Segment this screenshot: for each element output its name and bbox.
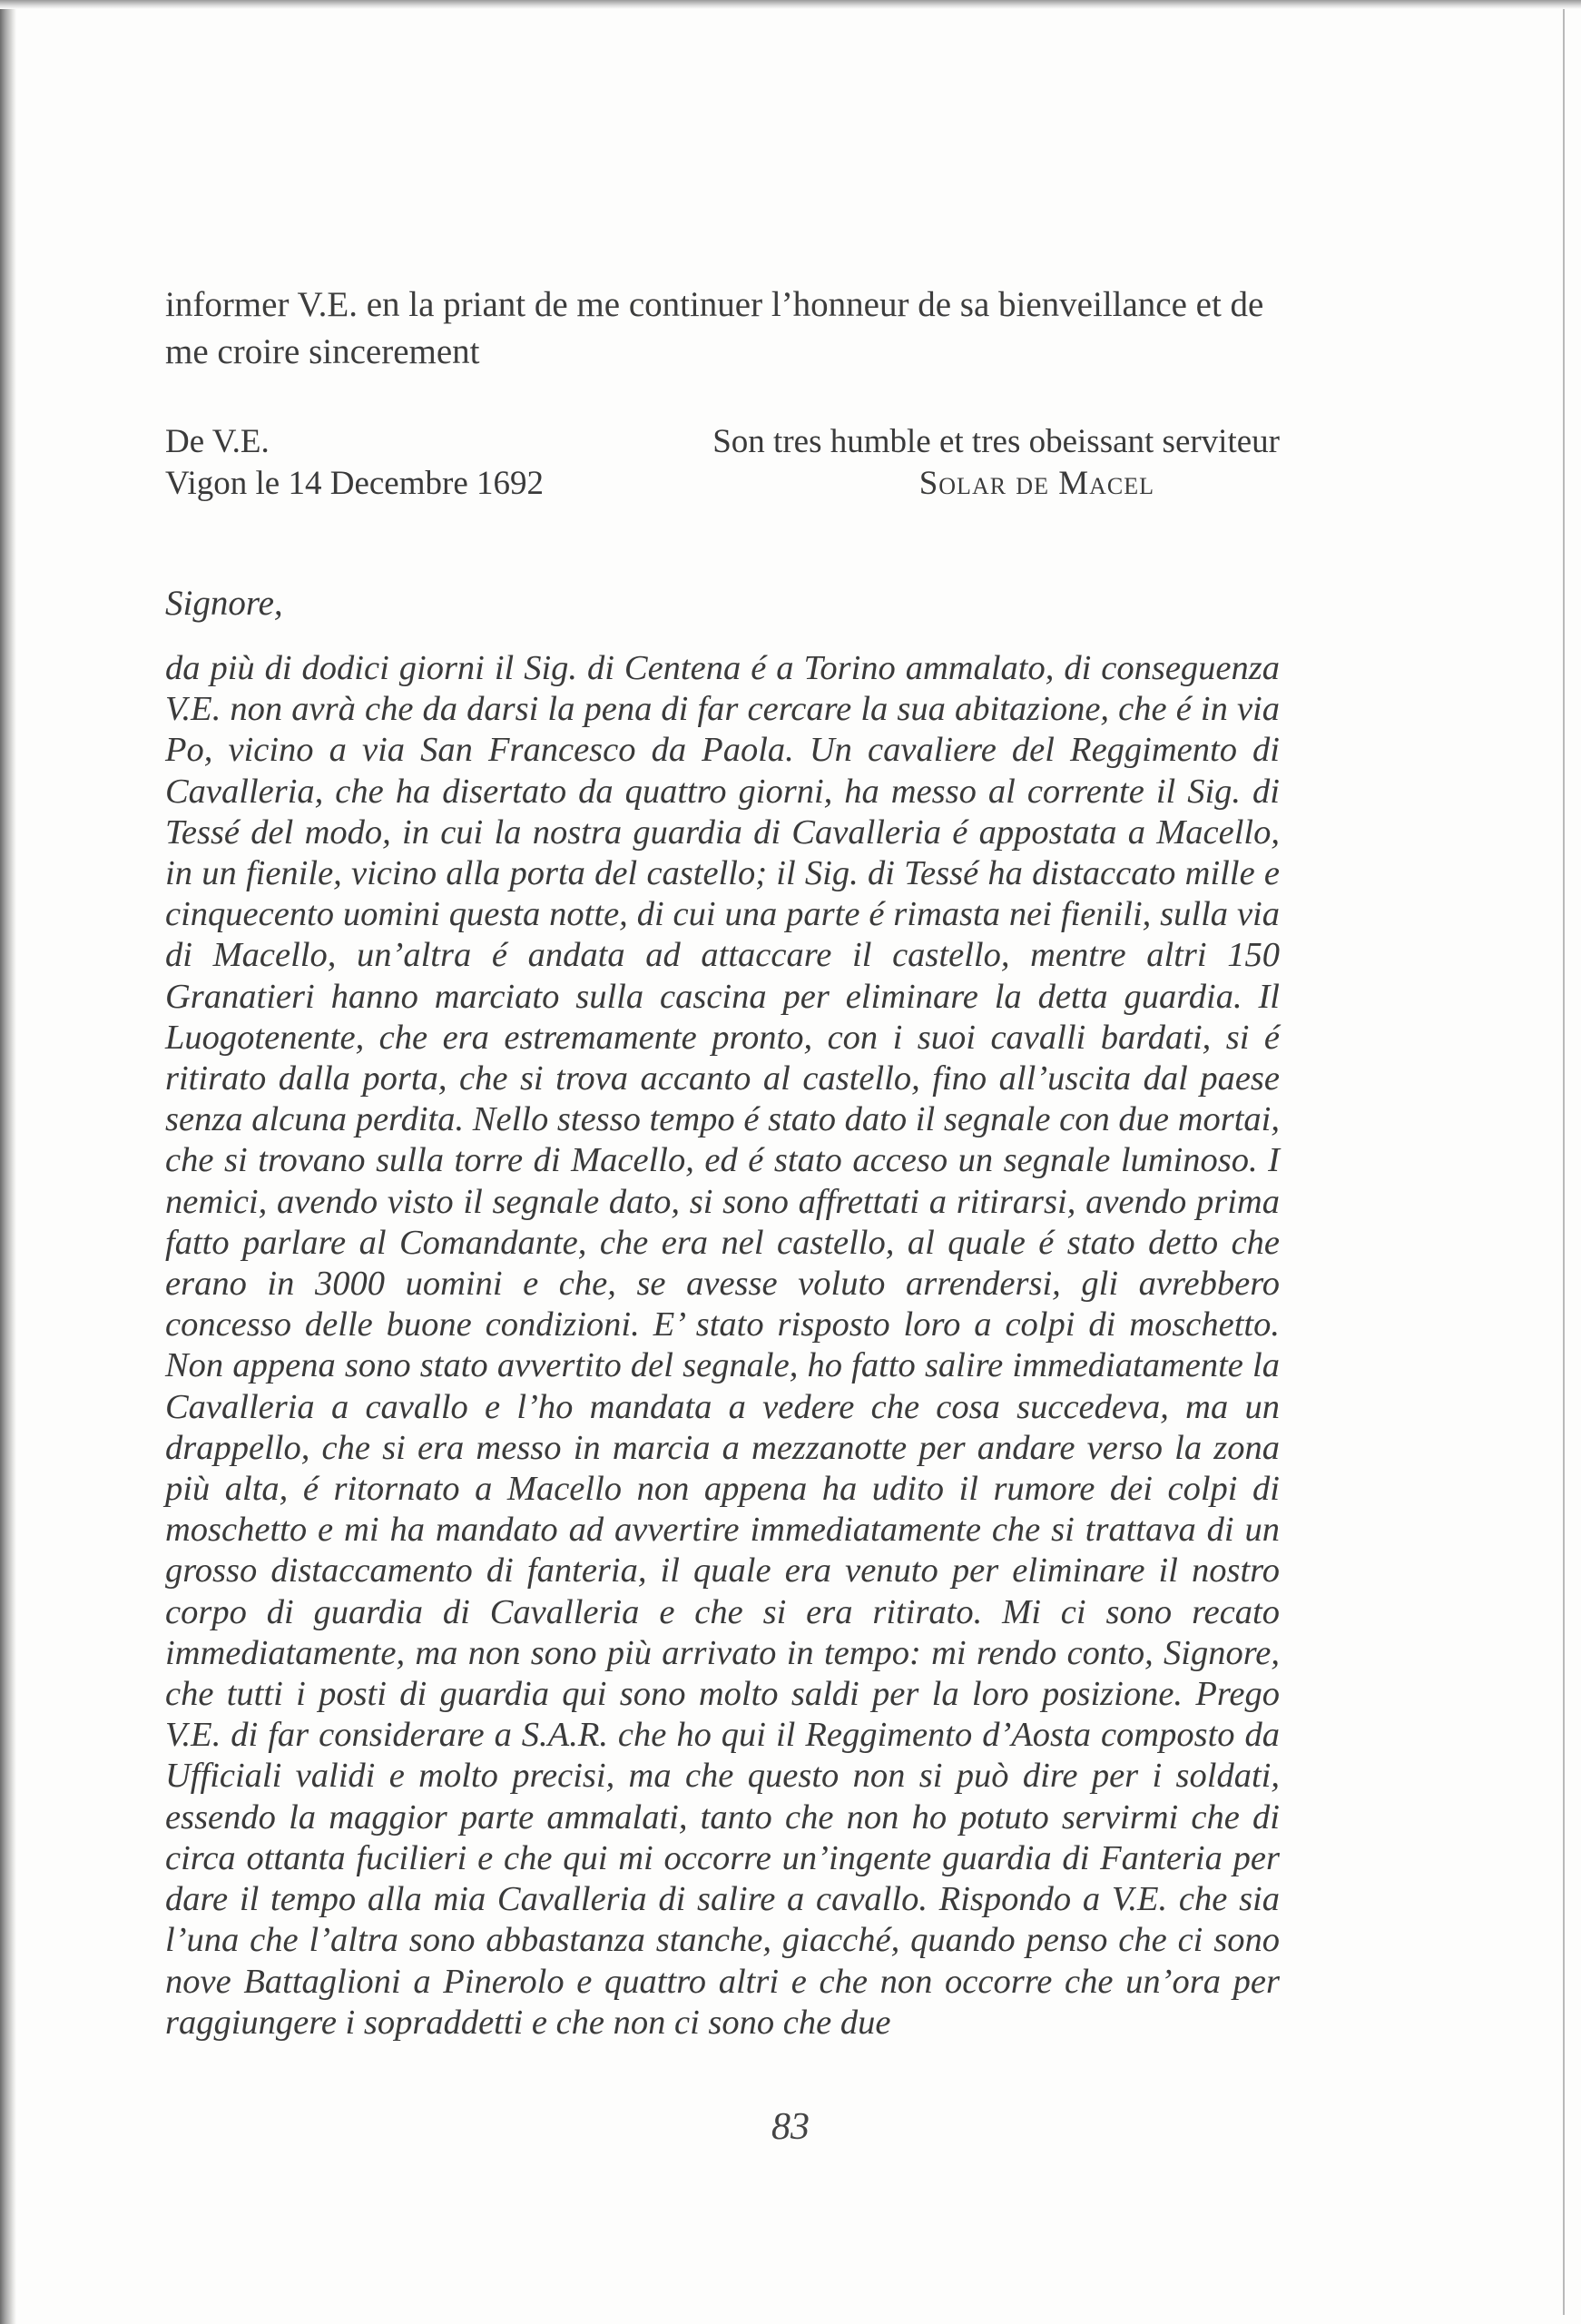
closing-place-date: Vigon le 14 Decembre 1692 — [165, 465, 544, 502]
scan-right-edge — [1563, 9, 1565, 2315]
scan-left-edge — [0, 0, 16, 2324]
intro-paragraph: informer V.E. en la priant de me continuer l’honneur de sa bienveillance et de me croire sincerement — [165, 285, 1264, 371]
closing-left — [165, 421, 544, 505]
closing-right — [712, 421, 1280, 505]
closing-formula: Son tres humble et tres obeissant serviteur — [712, 423, 1280, 460]
scan-top-edge — [0, 0, 1581, 9]
closing-signature: Solar de Macel — [918, 465, 1154, 502]
letter-closing — [165, 421, 1280, 512]
closing-addressee: De V.E. — [165, 423, 270, 460]
letter-salutation: Signore, — [165, 584, 283, 623]
letter-body: da più di dodici giorni il Sig. di Centena é a Torino ammalato, di conseguenza V.E. non avrà che da darsi la pena di far cercare la sua abitazione, che é in via Po, vicino a via San Francesco da Paola. Un cavaliere del Reggimento di Cavalleria, che ha disertato da quattro giorni, ha messo al corrente il Sig. di Tessé del modo, in cui la nostra guardia di Cavalleria é appostata a Macello, in un fienile, vicino alla porta del castello; il Sig. di Tessé ha distaccato mille e cinquecento uomini questa notte, di cui una parte é rimasta nei fienili, sulla via di Macello, un’altra é andata ad attaccare il castello, mentre altri 150 Granatieri hanno marciato sulla cascina per eliminare la detta guardia. Il Luogotenente, che era estremamente pronto, con i suoi cavalli bardati, si é ritirato dalla porta, che si trova accanto al castello, fino all’uscita dal paese senza alcuna perdita. Nello stesso tempo é stato dato il segnale con due mortai, che si trovano sulla torre di Macello, ed é stato acceso un segnale luminoso. I nemici, avendo visto il segnale dato, si sono affrettati a ritirarsi, avendo prima fatto parlare al Comandante, che era nel castello, al quale é stato detto che erano in 3000 uomini e che, se avesse voluto arrendersi, gli avrebbero concesso delle buone condizioni. E’ stato risposto loro a colpi di moschetto. Non appena sono stato avvertito del segnale, ho fatto salire immediatamente la Cavalleria a cavallo e l’ho mandata a vedere che cosa succedeva, ma un drappello, che si era messo in marcia a mezzanotte per andare verso la zona più alta, é ritornato a Macello non appena ha udito il rumore dei colpi di moschetto e mi ha mandato ad avvertire immediatamente che si trattava di un grosso distaccamento di fanteria, il quale era venuto per eliminare il nostro corpo di guardia di Cavalleria e che si era ritirato. Mi ci sono recato immediatamente, ma non sono più arrivato in tempo: mi rendo conto, Signore, che tutti i posti di guardia qui sono molto saldi per la loro posizione. Prego V.E. di far considerare a S.A.R. che ho qui il Reggimento d’Aosta composto da Ufficiali validi e molto precisi, ma che questo non si può dire per i soldati, essendo la maggior parte ammalati, tanto che non ho potuto servirmi che di circa ottanta fucilieri e che qui mi occorre un’ingente guardia di Fanteria per dare il tempo alla mia Cavalleria di salire a cavallo. Rispondo a V.E. che sia l’una che l’altra sono abbastanza stanche, giacché, quando penso che ci sono nove Battaglioni a Pinerolo e quattro altri e che non occorre che un’ora per raggiungere i sopraddetti e che non ci sono che due — [165, 649, 1280, 2042]
page-number: 83 — [771, 2106, 810, 2148]
page-content — [165, 281, 1280, 2043]
